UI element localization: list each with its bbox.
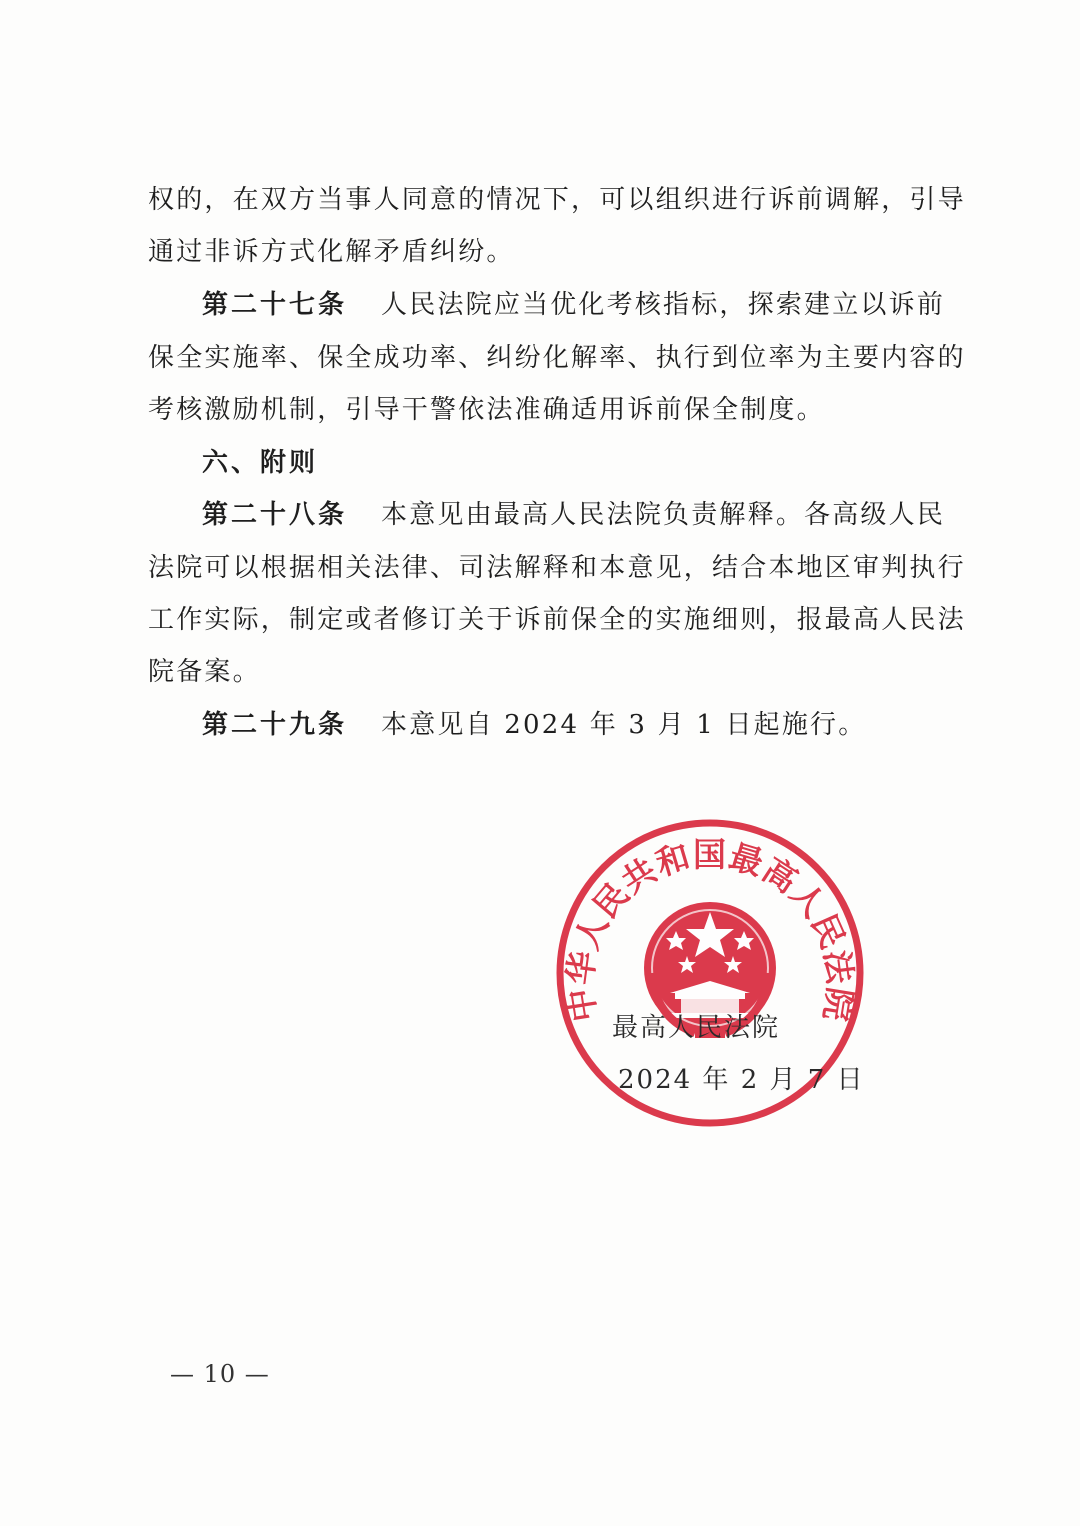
body-line-8 xyxy=(148,550,966,586)
article-text: 人民法院应当优化考核指标，探索建立以诉前 xyxy=(381,290,946,320)
body-text: 通过非诉方式化解矛盾纠纷。 xyxy=(148,237,515,267)
signature-date: 2024 年 2 月 7 日 xyxy=(618,1065,865,1095)
article-29 xyxy=(148,707,938,743)
article-27 xyxy=(148,287,946,323)
body-text: 工作实际，制定或者修订关于诉前保全的实施细则，报最高人民法 xyxy=(148,605,966,635)
body-line-9 xyxy=(148,602,966,638)
body-text: 法院可以根据相关法律、司法解释和本意见，结合本地区审判执行 xyxy=(148,553,966,583)
seal-text: 中华人民共和国最高人民法院 xyxy=(560,835,860,1025)
body-text: 权的，在双方当事人同意的情况下，可以组织进行诉前调解，引导 xyxy=(148,185,966,215)
article-28 xyxy=(148,497,946,533)
article-label: 第二十九条 xyxy=(202,710,348,740)
article-label: 第二十七条 xyxy=(202,290,348,320)
page-number: — 10 — xyxy=(170,1360,270,1388)
body-line-4 xyxy=(148,340,966,376)
signature-organization: 最高人民法院 xyxy=(612,1013,781,1043)
body-line-2 xyxy=(148,234,938,270)
article-label: 第二十八条 xyxy=(202,500,348,530)
body-line-10 xyxy=(148,654,938,690)
article-text: 本意见自 2024 年 3 月 1 日起施行。 xyxy=(381,710,867,740)
section-heading xyxy=(148,445,938,481)
body-line-1 xyxy=(148,182,966,218)
body-text: 院备案。 xyxy=(148,657,261,687)
body-text: 考核激励机制，引导干警依法准确适用诉前保全制度。 xyxy=(148,395,825,425)
article-text: 本意见由最高人民法院负责解释。各高级人民 xyxy=(381,500,946,530)
body-text: 保全实施率、保全成功率、纠纷化解率、执行到位率为主要内容的 xyxy=(148,343,966,373)
section-heading-text: 六、附则 xyxy=(202,448,319,478)
body-line-5 xyxy=(148,392,938,428)
